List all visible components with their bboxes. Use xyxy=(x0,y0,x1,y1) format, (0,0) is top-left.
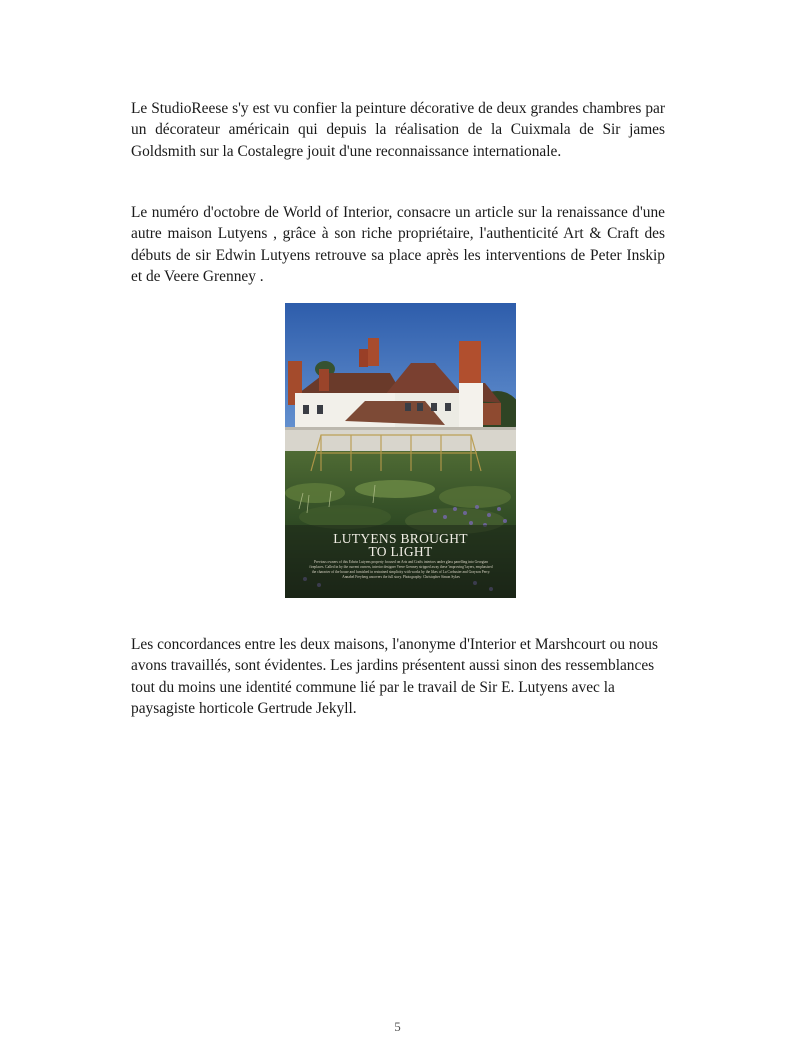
page-number: 5 xyxy=(394,1019,401,1034)
cover-blurb: Previous owners of this Edwin Lutyens property focused on Arts and Crafts interiors under glass panelling into Georgian fireplaces. Called in by the current owners, interior designer Veere Grenney stripped away these 'improving' layers, emphasised the character of the house and furnished in restrained simplicity with works by the likes of Lu Corbusier and Grayson Perry. Annabel Freyberg uncovers the full story. Photography: Christopher Simon Sykes xyxy=(309,560,493,580)
cover-title xyxy=(285,532,516,558)
paragraph-studio-reese: Le StudioReese s'y est vu confier la peinture décorative de deux grandes chambres par un décorateur américain qui depuis la réalisation de la Cuixmala de Sir james Goldsmith sur la Costalegre jouit d'une reconnaissance internationale. xyxy=(131,100,665,160)
cover-title-line-2: TO LIGHT xyxy=(368,544,433,559)
paragraph-world-of-interior: Le numéro d'octobre de World of Interior, consacre un article sur la renaissance d'une autre maison Lutyens , grâce à son riche propriétaire, l'authenticité Art & Craft des débuts de sir Edwin Lutyens retrouve sa place après les interventions de Peter Inskip et de Veere Grenney . xyxy=(131,204,665,285)
paragraph-concordances: Les concordances entre les deux maisons, l'anonyme d'Interior et Marshcourt ou nous avons travaillés, sont évidentes. Les jardins présentent aussi sinon des ressemblances tout du moins une identité commune lié par le travail de Sir E. Lutyens avec la paysagiste horticole Gertrude Jekyll. xyxy=(131,636,658,717)
magazine-cover-image xyxy=(285,303,516,598)
cover-title-line-1: LUTYENS BROUGHT xyxy=(333,531,468,546)
